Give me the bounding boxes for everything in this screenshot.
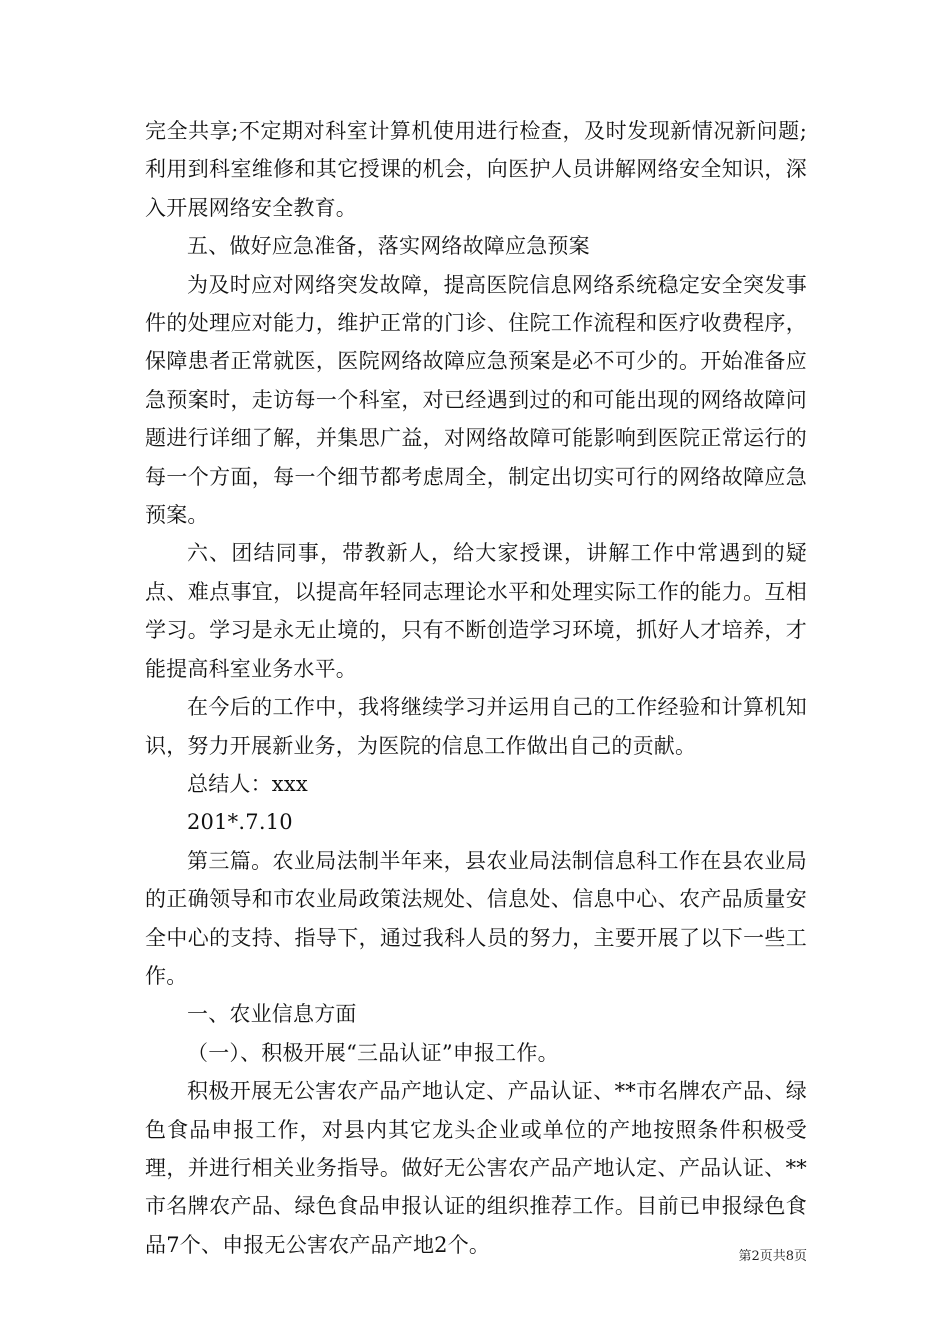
section-heading: 五、做好应急准备，落实网络故障应急预案 <box>187 234 590 259</box>
page-number: 第2页共8页 <box>738 1249 807 1264</box>
subsection-heading: （一）、积极开展“三品认证”申报工作。 <box>187 1040 559 1065</box>
document-body <box>145 112 807 1264</box>
section-heading: 一、农业信息方面 <box>187 1002 357 1027</box>
paragraph: 在今后的工作中，我将继续学习并运用自己的工作经验和计算机知识，努力开展新业务，为医院的信息工作做出自己的贡献。 <box>145 695 807 758</box>
paragraph: 完全共享;不定期对科室计算机使用进行检查，及时发现新情况新问题;利用到科室维修和其它授课的机会，向医护人员讲解网络安全知识，深入开展网络安全教育。 <box>145 119 807 220</box>
paragraph: 为及时应对网络突发故障，提高医院信息网络系统稳定安全突发事件的处理应对能力，维护正常的门诊、住院工作流程和医疗收费程序，保障患者正常就医，医院网络故障应急预案是必不可少的。开始准备应急预案时，走访每一个科室，对已经遇到过的和可能出现的网络故障问题进行详细了解，并集思广益，对网络故障可能影响到医院正常运行的每一个方面，每一个细节都考虑周全，制定出切实可行的网络故障应急预案。 <box>145 272 807 528</box>
author-line: 总结人：xxx <box>187 771 308 796</box>
paragraph: 第三篇。农业局法制半年来，县农业局法制信息科工作在县农业局的正确领导和市农业局政策法规处、信息处、信息中心、农产品质量安全中心的支持、指导下，通过我科人员的努力，主要开展了以下一些工作。 <box>145 848 807 988</box>
date-line: 201*.7.10 <box>187 810 293 835</box>
paragraph: 六、团结同事，带教新人，给大家授课，讲解工作中常遇到的疑点、难点事宜，以提高年轻同志理论水平和处理实际工作的能力。互相学习。学习是永无止境的，只有不断创造学习环境，抓好人才培养，才能提高科室业务水平。 <box>145 541 807 681</box>
paragraph: 积极开展无公害农产品产地认定、产品认证、**市名牌农产品、绿色食品申报工作，对县内其它龙头企业或单位的产地按照条件积极受理，并进行相关业务指导。做好无公害农产品产地认定、产品认证、**市名牌农产品、绿色食品申报认证的组织推荐工作。目前已申报绿色食品7个、申报无公害农产品产地2个。 <box>145 1079 807 1257</box>
